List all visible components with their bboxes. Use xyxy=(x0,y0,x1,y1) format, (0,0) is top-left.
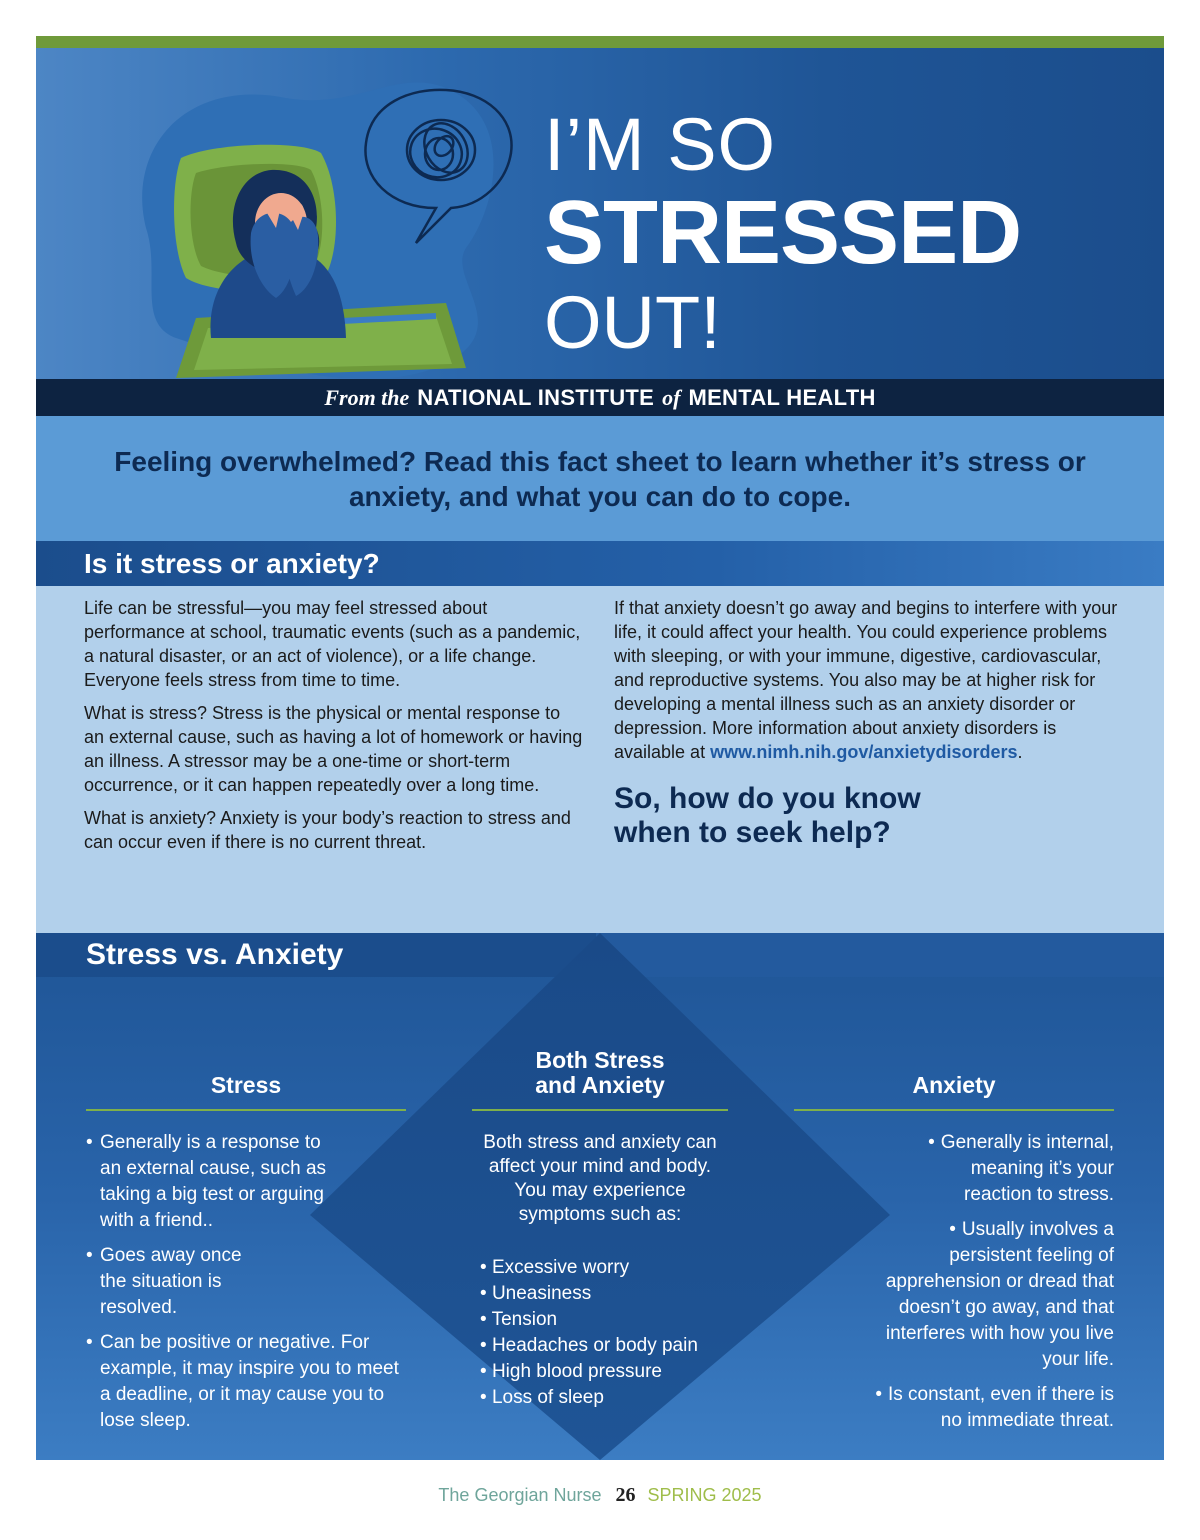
seek-help-line-1: So, how do you know xyxy=(614,782,921,815)
both-intro: Both stress and anxiety can affect your mind and body. You may experience symptoms such as: xyxy=(483,1132,717,1225)
anxiety-list xyxy=(864,1130,1114,1443)
section-heading-stress-or-anxiety: Is it stress or anxiety? xyxy=(84,548,380,579)
list-item: • Generally is internal, meaning it’s your reaction to stress. xyxy=(928,1132,1114,1205)
both-divider xyxy=(472,1109,728,1111)
issue-label: SPRING 2025 xyxy=(647,1485,762,1505)
seek-help-line-2: when to seek help? xyxy=(614,816,891,849)
stress-column-title: Stress xyxy=(210,1072,282,1098)
stressed-person-in-bed-illustration xyxy=(116,58,556,378)
right-column xyxy=(614,596,1124,850)
fact-sheet-page xyxy=(36,36,1164,1460)
list-item: • Goes away once the situation is resolved. xyxy=(86,1243,250,1321)
source-name-part1: NATIONAL INSTITUTE xyxy=(417,384,655,410)
list-item: • Excessive worry xyxy=(480,1255,740,1281)
both-column-title xyxy=(470,1048,730,1098)
list-item: • Usually involves a persistent feeling of apprehension or dread that doesn’t go away, and that interferes with how you live your life. xyxy=(885,1219,1114,1370)
paragraph: Life can be stressful—you may feel stressed about performance at school, traumatic events (such as a pandemic, a natural disaster, or an act of violence), or a life change. Everyone feels stress from time to time. xyxy=(84,598,581,690)
top-accent-bar xyxy=(36,36,1164,48)
paragraph: What is anxiety? Anxiety is your body’s reaction to stress and can occur even if there is no current threat. xyxy=(84,808,571,852)
paragraph-text: If that anxiety doesn’t go away and begins to interfere with your life, it could affect your health. You could experience problems with sleeping, or with your immune, digestive, cardiovascular, and reproductive systems. You also may be at higher risk for developing a mental illness such as an anxiety disorder or depression. More information about anxiety disorders is available at xyxy=(614,598,1118,762)
list-item: • Generally is a response to an external cause, such as taking a big test or arguing with a friend.. xyxy=(86,1130,340,1234)
list-item: • Uneasiness xyxy=(480,1281,740,1307)
seek-help-heading xyxy=(614,782,1124,850)
intro-banner xyxy=(36,416,1164,541)
paragraph: What is stress? Stress is the physical or mental response to an external cause, such as having a lot of homework or having an illness. A stressor may be a one-time or short-term occurrence, or it can happen repeatedly over a long time. xyxy=(84,703,583,795)
section-heading-band xyxy=(36,541,1164,586)
title-line-1: I’M SO xyxy=(544,103,777,186)
link-suffix: . xyxy=(1017,742,1023,762)
stress-or-anxiety-section xyxy=(36,586,1164,933)
source-connector: of xyxy=(662,384,681,410)
stress-vs-anxiety-section xyxy=(36,933,1164,1460)
list-item: • High blood pressure xyxy=(480,1359,740,1385)
left-column xyxy=(84,596,584,863)
both-title-line-2: and Anxiety xyxy=(535,1072,665,1098)
hero-title xyxy=(544,103,1022,364)
both-symptom-list xyxy=(480,1255,740,1411)
both-title-line-1: Both Stress xyxy=(535,1047,665,1073)
source-prefix: From the xyxy=(324,384,410,410)
list-item: • Tension xyxy=(480,1307,740,1333)
list-item-text: Is constant, even if there is no immediate threat. xyxy=(887,1384,1114,1431)
stress-vs-anxiety-title-bar xyxy=(36,933,1164,977)
title-line-2: STRESSED xyxy=(544,183,1022,283)
hero-banner xyxy=(36,48,1164,379)
list-item: • Loss of sleep xyxy=(480,1385,740,1411)
stress-list xyxy=(86,1130,406,1443)
paragraph xyxy=(614,596,1124,764)
source-bar xyxy=(36,379,1164,416)
source-name-part2: MENTAL HEALTH xyxy=(688,384,876,410)
intro-text: Feeling overwhelmed? Read this fact sheet to learn whether it’s stress or anxiety, and what you can do to cope. xyxy=(114,445,1086,512)
list-item: • Is constant, even if there is no immediate threat. xyxy=(875,1384,1114,1431)
stress-divider xyxy=(86,1109,406,1111)
anxiety-column-title: Anxiety xyxy=(912,1072,996,1098)
page-number: 26 xyxy=(615,1484,636,1506)
list-item-text: Generally is internal, meaning it’s your reaction to stress. xyxy=(940,1132,1114,1205)
anxiety-divider xyxy=(794,1109,1114,1111)
journal-name: The Georgian Nurse xyxy=(438,1485,602,1505)
list-item: • Can be positive or negative. For example, it may inspire you to meet a deadline, or it may cause you to lose sleep. xyxy=(86,1330,410,1434)
page-footer xyxy=(0,1484,1200,1507)
list-item-text: Usually involves a persistent feeling of apprehension or dread that doesn’t go away, and that interferes with how you live your life. xyxy=(885,1219,1114,1370)
title-line-3: OUT! xyxy=(544,281,721,364)
list-item: • Headaches or body pain xyxy=(480,1333,740,1359)
anxiety-disorders-link[interactable]: www.nimh.nih.gov/anxietydisorders xyxy=(710,742,1018,762)
stress-vs-anxiety-heading: Stress vs. Anxiety xyxy=(86,938,344,971)
